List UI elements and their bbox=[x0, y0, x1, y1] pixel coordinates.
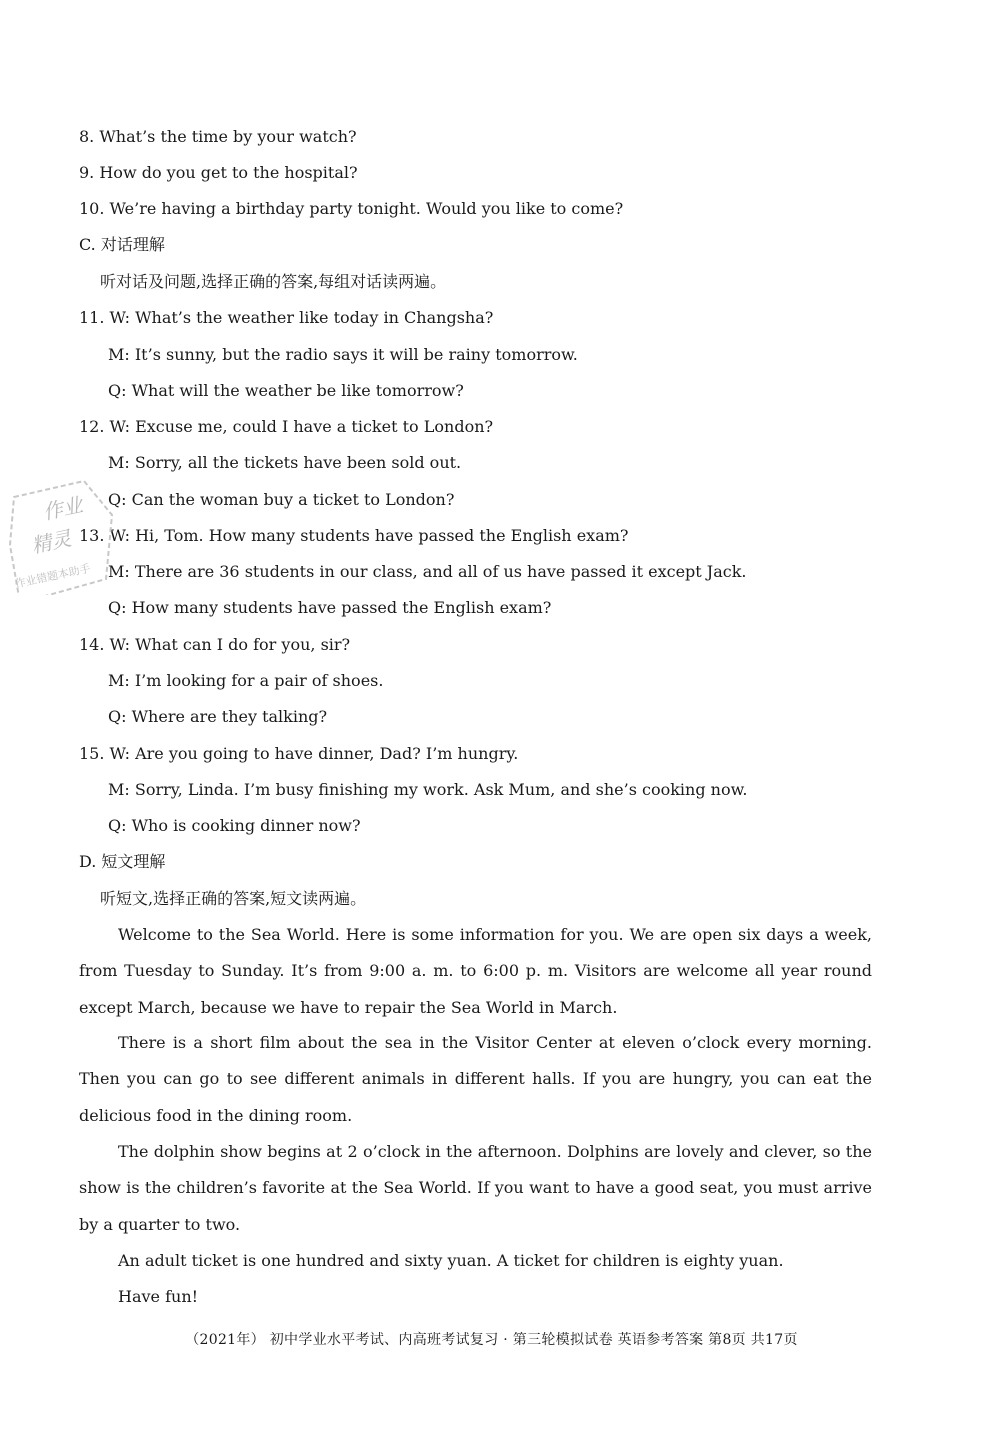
dialogue-13-question: Q: How many students have passed the English exam? bbox=[108, 598, 552, 617]
question-9: 9. How do you get to the hospital? bbox=[79, 163, 358, 182]
dialogue-11-man: M: It’s sunny, but the radio says it will be rainy tomorrow. bbox=[108, 345, 578, 364]
passage-paragraph-1: Welcome to the Sea World. Here is some information for you. We are open six days a week, from Tuesday to Sunday. It’s from 9:00 a. m. to 6:00 p. m. Visitors are welcome all year round except March, because we have to repair the Sea World in March. bbox=[79, 925, 872, 1017]
watermark-stamp bbox=[6, 475, 118, 595]
dialogue-14-question: Q: Where are they talking? bbox=[108, 707, 328, 726]
dialogue-14-woman: 14. W: What can I do for you, sir? bbox=[79, 635, 351, 654]
watermark-text-3: 作业错题本助手 bbox=[13, 561, 92, 591]
question-8: 8. What’s the time by your watch? bbox=[79, 127, 357, 146]
passage-paragraph-4: An adult ticket is one hundred and sixty yuan. A ticket for children is eighty yuan. bbox=[118, 1251, 784, 1270]
dialogue-15-question: Q: Who is cooking dinner now? bbox=[108, 816, 361, 835]
dialogue-12-woman: 12. W: Excuse me, could I have a ticket to London? bbox=[79, 417, 494, 436]
section-c-heading: C. 对话理解 bbox=[79, 235, 165, 254]
dialogue-15-man: M: Sorry, Linda. I’m busy finishing my work. Ask Mum, and she’s cooking now. bbox=[108, 780, 748, 799]
dialogue-12-question: Q: Can the woman buy a ticket to London? bbox=[108, 490, 455, 509]
passage-paragraph-2: There is a short film about the sea in the Visitor Center at eleven o’clock every morning. Then you can go to see different animals in different halls. If you are hungry, you can eat the delicious food in the dining room. bbox=[79, 1033, 872, 1125]
watermark-text-1: 作业 bbox=[40, 492, 85, 525]
watermark-text-2: 精灵 bbox=[29, 525, 74, 558]
page-footer: （2021年） 初中学业水平考试、内高班考试复习 · 第三轮模拟试卷 英语参考答案 第8页 共17页 bbox=[185, 1332, 798, 1348]
dialogue-11-question: Q: What will the weather be like tomorrow? bbox=[108, 381, 464, 400]
watermark-shape-icon bbox=[6, 475, 118, 595]
passage-paragraph-5: Have fun! bbox=[118, 1287, 199, 1306]
section-d-instruction: 听短文,选择正确的答案,短文读两遍。 bbox=[100, 889, 367, 908]
dialogue-11-woman: 11. W: What’s the weather like today in Changsha? bbox=[79, 308, 494, 327]
dialogue-12-man: M: Sorry, all the tickets have been sold out. bbox=[108, 453, 462, 472]
passage-paragraph-3: The dolphin show begins at 2 o’clock in the afternoon. Dolphins are lovely and clever, so the show is the children’s favorite at the Sea World. If you want to have a good seat, you must arrive by a quarter to two. bbox=[79, 1142, 872, 1234]
section-c-instruction: 听对话及问题,选择正确的答案,每组对话读两遍。 bbox=[100, 272, 447, 291]
dialogue-15-woman: 15. W: Are you going to have dinner, Dad? I’m hungry. bbox=[79, 744, 519, 763]
dialogue-13-man: M: There are 36 students in our class, and all of us have passed it except Jack. bbox=[108, 562, 747, 581]
question-10: 10. We’re having a birthday party tonight. Would you like to come? bbox=[79, 199, 624, 218]
dialogue-14-man: M: I’m looking for a pair of shoes. bbox=[108, 671, 384, 690]
dialogue-13-woman: 13. W: Hi, Tom. How many students have passed the English exam? bbox=[79, 526, 629, 545]
section-d-heading: D. 短文理解 bbox=[79, 852, 166, 871]
